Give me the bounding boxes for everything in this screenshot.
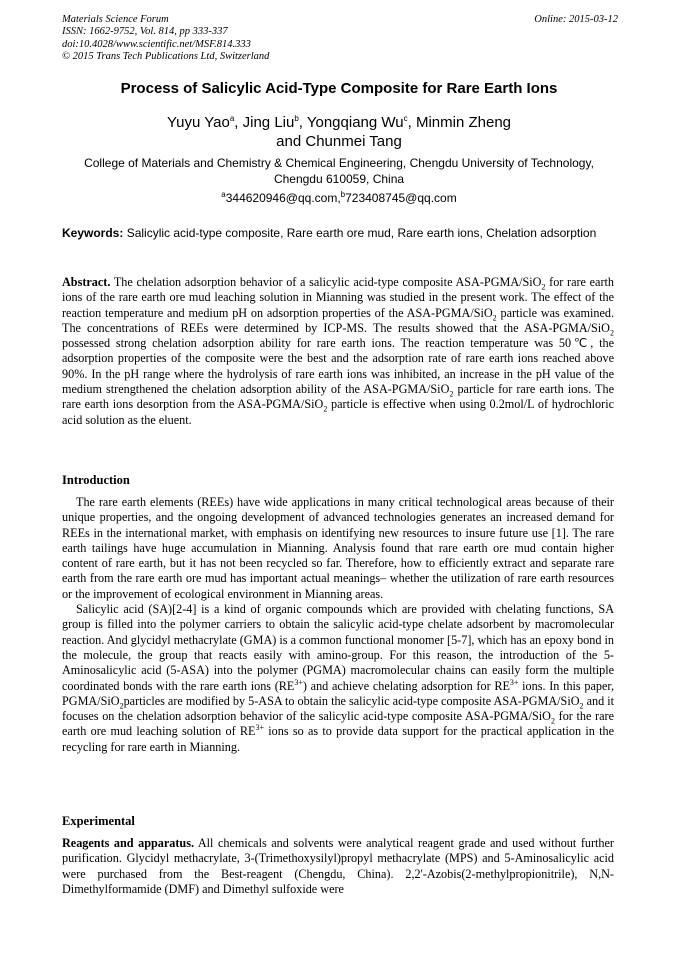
subscript: 2 [551,716,555,726]
author-affil-mark: a [229,114,235,123]
paragraph-text: ) and achieve chelating adsorption for RE [302,678,510,693]
paragraph: The rare earth elements (REEs) have wide applications in many critical technological areas because of their unique properties, and the ongoing development of advanced technologies generates an increased demand for REEs in the international market, with emphasis on identifying new resources to insure future use [1]. The rare earth tailings have huge accumulation in Mianning. Analysis found that rare earth ore mud contain higher content of rare earth, but it has not been recycled so far. Therefore, how to efficiently extract and separate rare earth from the rare earth ore mud has important actual meanings– whether the utilization of rare earth resources or the improvement of ecological environment in Mianning areas. [62,495,614,601]
doi: doi:10.4028/www.scientific.net/MSF.814.333 [62,38,251,50]
subscript: 2 [579,701,584,711]
subscript: 2 [541,282,546,292]
subscript: 2 [449,389,454,399]
abstract-label: Abstract. [62,275,111,289]
paragraph-text: ions. In this paper, PGMA/SiO [62,678,615,708]
introduction-heading: Introduction [62,473,130,487]
subscript: 2 [323,404,328,414]
abstract [62,275,614,428]
copyright: © 2015 Trans Tech Publications Ltd, Switzerland [62,51,270,63]
issn: ISSN: 1662-9752, Vol. 814, pp 333-337 [62,26,228,38]
email-mark: a [221,190,226,199]
paragraph-text: All chemicals and solvents were analytical reagent grade and used without further purification. Glycidyl methacrylate, 3-(Trimethoxysilyl)propyl methacrylate (MPS) and 5-Aminosalicylic acid were purchased from the Best-reagent (Chengdu, China). 2,2'-Azobis(2-methylpropionitrile), N,N-Dimethylformamide (DMF) and Dimethyl sulfoxide were [62,836,614,896]
email-link[interactable]: 344620946@qq.com, [225,191,341,205]
paragraph-text: particles are modified by 5-ASA to obtain the salicylic acid-type composite ASA-PGMA/SiO [123,693,580,708]
superscript: 3+ [294,677,303,687]
journal-header [62,14,618,64]
journal-name: Materials Science Forum [62,14,169,25]
author-name: , Minmin Zheng [407,114,511,131]
introduction-body [62,495,614,755]
authors [40,113,638,151]
superscript: 3+ [509,677,519,687]
paragraph-text: ions so as to provide data support for the practical application in the recycling for rare earth in Mianning. [62,724,614,754]
keywords-label: Keywords: [62,226,124,240]
abstract-text: The chelation adsorption behavior of a salicylic acid-type composite ASA-PGMA/SiO [110,275,542,289]
abstract-text: for rare earth ions of the rare earth ore mud leaching solution in Mianning was studied in the present work. The effect of the reaction temperature and medium pH on adsorption properties of the ASA-PGMA/SiO [62,275,614,320]
paragraph-text: Salicylic acid (SA)[2-4] is a kind of organic compounds which are provided with chelating functions, SA group is filled into the polymer carriers to obtain the salicylic acid-type chelate adsorbent by macromolecular reaction. And glycidyl methacrylate (GMA) is a common functional monomer [5-7], which has an epoxy bond in the molecule, the group that reacts easily with amino-group. For this reason, the introduction of the 5-Aminosalicylic acid (5-ASA) into the polymer (PGMA) macromolecular chains can easily form the multiple coordinated bonds with the rare earth ions (RE [62,602,614,693]
email-mark: b [340,190,346,199]
abstract-text: particle is effective when using 0.2mol/L of hydrochloric acid solution as the eluent. [62,397,614,427]
email-link[interactable]: 723408745@qq.com [345,191,457,205]
abstract-text: particle for rare earth ions. The rare earth ions desorption from the ASA-PGMA/SiO [62,382,614,412]
paper-title: Process of Salicylic Acid-Type Composite for Rare Earth Ions [120,80,558,97]
abstract-text: possessed strong chelation adsorption ability for rare earth ions. The reaction temperature was 50℃, the adsorption properties of the composite were the best and the adsorption rate of rare earth ions reached above 90%. In the pH range where the hydrolysis of rare earth ions was inhibited, an increase in the pH value of the medium strengthened the chelation adsorption ability of the ASA-PGMA/SiO [62,336,614,397]
affiliation-line-1: College of Materials and Chemistry & Chemical Engineering, Chengdu University of Technology, [84,156,594,170]
authors-line-2: and Chunmei Tang [276,133,402,150]
author-name: , Yongqiang Wu [298,114,404,131]
online-date: Online: 2015-03-12 [534,14,618,25]
paragraph-text: for the rare earth ore mud leaching solution of RE [62,709,614,739]
author-affil-mark: b [294,114,299,123]
paragraph [62,602,614,755]
superscript: 3+ [255,723,265,733]
authors-line-1 [40,113,638,132]
keywords-text: Salicylic acid-type composite, Rare earth ore mud, Rare earth ions, Chelation adsorption [123,226,597,240]
affiliation-line-2: Chengdu 610059, China [273,172,405,186]
subscript: 2 [492,313,497,323]
author-affil-mark: c [403,114,408,123]
experimental-heading: Experimental [62,814,135,828]
subscript: 2 [610,328,614,338]
author-name: Yuyu Yao [167,114,230,131]
keywords [62,226,614,241]
affiliation [40,155,638,187]
paragraph-text: and it focuses on the chelation adsorption behavior of the salicylic acid-type composite ASA-PGMA/SiO [62,693,614,724]
abstract-text: particle was examined. The concentrations of REEs were determined by ICP-MS. The results showed that the ASA-PGMA/SiO [62,305,614,335]
author-name: , Jing Liu [234,114,295,131]
experimental-body [62,836,614,897]
subsection-label: Reagents and apparatus. [62,836,194,850]
author-emails [40,191,638,205]
subscript: 2 [119,701,124,711]
